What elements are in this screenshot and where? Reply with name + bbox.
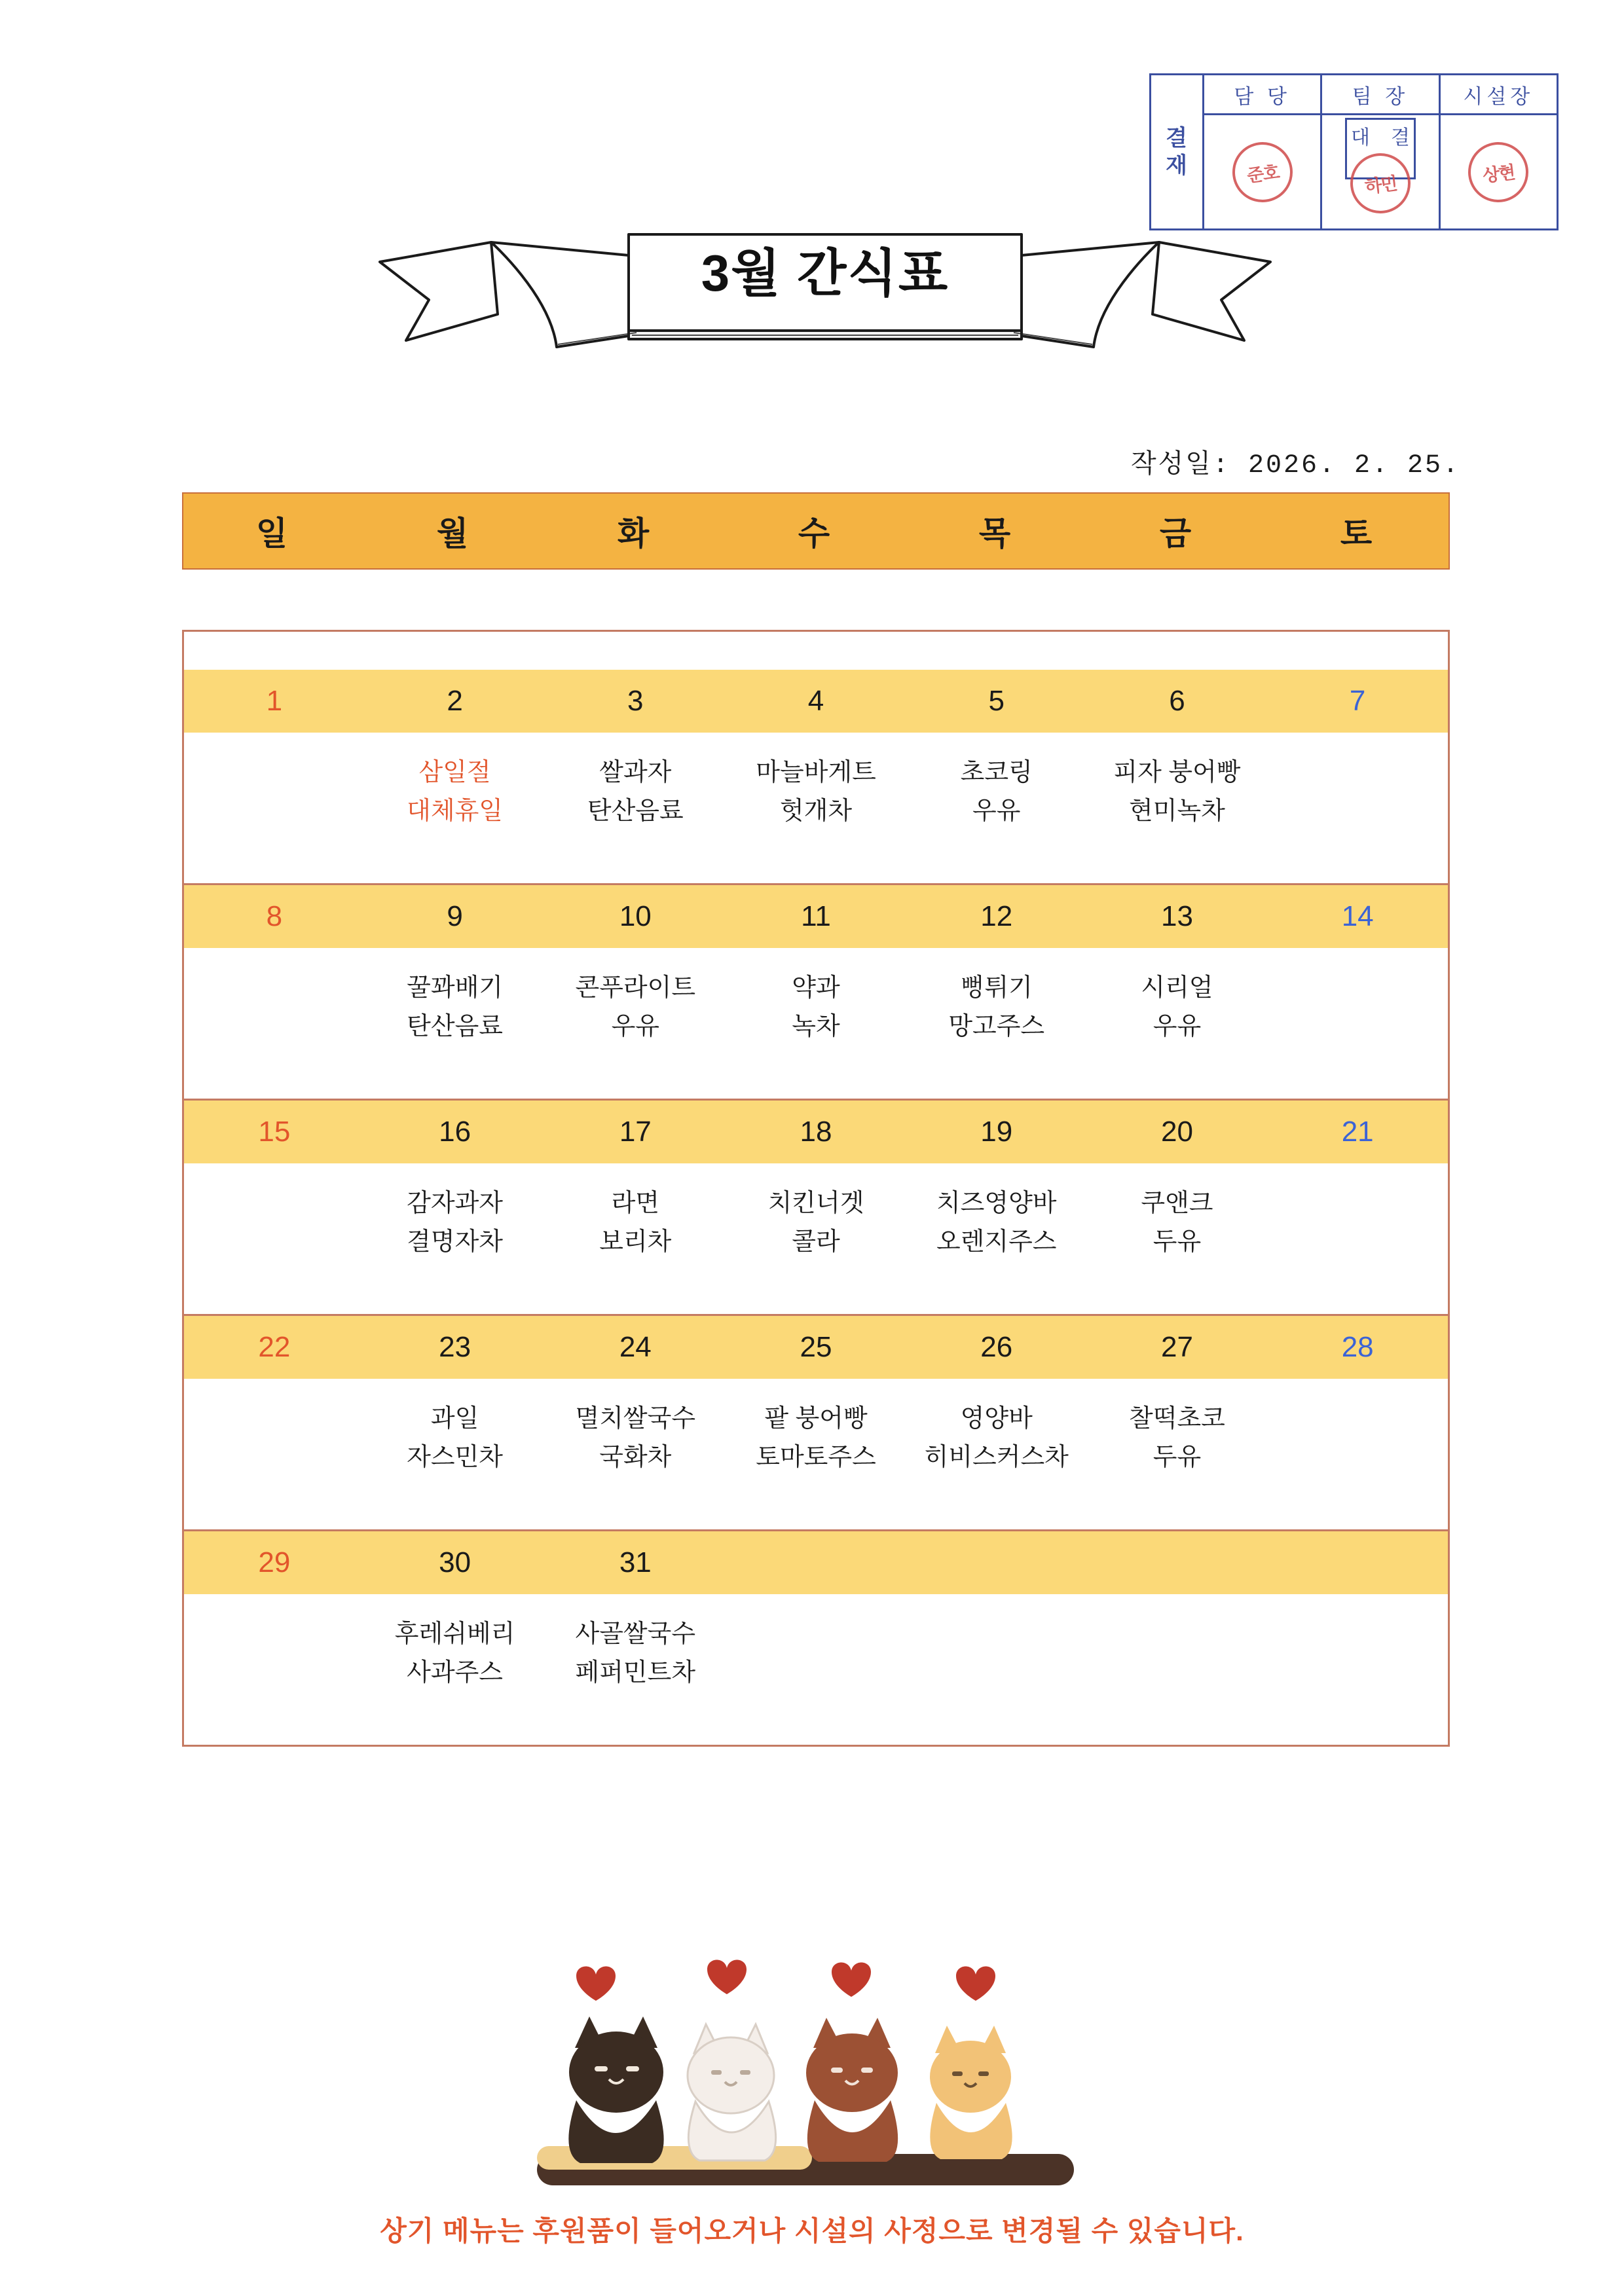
approval-column-title: 담 당 <box>1204 75 1320 115</box>
date-cell: 16 <box>439 1116 471 1148</box>
approval-column-facility-head <box>1441 75 1557 228</box>
date-cell: 5 <box>988 685 1005 717</box>
heart-icon <box>576 1959 995 2001</box>
menu-cell <box>1267 1379 1448 1529</box>
menu-cell <box>906 1163 1087 1314</box>
date-cell: 29 <box>258 1546 291 1578</box>
menu-cell <box>1087 1594 1268 1745</box>
menu-cell <box>365 1163 545 1314</box>
cat-brown <box>806 2018 898 2162</box>
menu-cell <box>726 948 906 1099</box>
menu-line: 멸치쌀국수 <box>575 1405 696 1432</box>
menu-cell <box>184 948 365 1099</box>
date-cell: 27 <box>1160 1331 1193 1363</box>
menu-cell <box>545 1163 726 1314</box>
weekday-mon: 월 <box>436 515 473 552</box>
approval-column-team-leader <box>1322 75 1440 228</box>
weekday-wed: 수 <box>798 515 834 552</box>
menu-line: 영양바 <box>960 1405 1033 1432</box>
menu-cell <box>1087 1163 1268 1314</box>
weekday-sun: 일 <box>255 515 292 552</box>
menu-line: 히비스커스차 <box>924 1443 1069 1471</box>
date-row <box>184 1531 1448 1594</box>
approval-label-char-1: 결 <box>1166 125 1188 151</box>
menu-line: 두유 <box>1153 1228 1202 1256</box>
footer-note: 상기 메뉴는 후원품이 들어오거나 시설의 사정으로 변경될 수 있습니다. <box>380 2215 1244 2246</box>
cat-black <box>568 2016 663 2163</box>
menu-line: 토마토주스 <box>756 1443 876 1471</box>
menu-line: 라면 <box>611 1190 659 1217</box>
menu-cell <box>365 733 545 883</box>
weekday-tue: 화 <box>617 515 654 552</box>
calendar-week-2 <box>184 885 1448 1101</box>
menu-line: 자스민차 <box>407 1443 503 1471</box>
menu-line: 보리차 <box>599 1228 672 1256</box>
date-cell: 12 <box>980 900 1013 932</box>
date-cell: 19 <box>980 1116 1013 1148</box>
menu-cell <box>726 1594 906 1745</box>
menu-line: 피자 붕어빵 <box>1113 759 1241 786</box>
date-cell: 10 <box>619 900 652 932</box>
calendar-top-spacer <box>184 632 1448 670</box>
cats-illustration <box>498 1938 1126 2200</box>
menu-line: 콘푸라이트 <box>575 974 696 1002</box>
menu-cell <box>365 1379 545 1529</box>
date-cell: 17 <box>619 1116 652 1148</box>
created-date: 작성일: 2026. 2. 25. <box>1131 451 1460 481</box>
menu-line: 후레쉬베리 <box>394 1620 515 1648</box>
menu-line: 감자과자 <box>407 1190 503 1217</box>
menu-row <box>184 733 1448 885</box>
menu-cell <box>1087 1379 1268 1529</box>
date-cell: 31 <box>619 1546 652 1578</box>
menu-line: 헛개차 <box>779 797 853 825</box>
date-cell: 11 <box>801 900 831 932</box>
menu-line: 과일 <box>430 1405 479 1432</box>
date-cell: 28 <box>1341 1331 1374 1363</box>
date-cell: 6 <box>1169 685 1185 717</box>
menu-cell <box>1267 948 1448 1099</box>
cat-white <box>688 2024 776 2160</box>
menu-cell <box>726 733 906 883</box>
date-cell: 14 <box>1341 900 1374 932</box>
approval-columns <box>1204 75 1557 228</box>
menu-cell <box>184 1163 365 1314</box>
date-cell: 24 <box>619 1331 652 1363</box>
date-row <box>184 1101 1448 1163</box>
calendar-week-1 <box>184 670 1448 885</box>
menu-row <box>184 1594 1448 1745</box>
menu-line: 국화차 <box>599 1443 672 1471</box>
date-row <box>184 670 1448 733</box>
menu-line: 페퍼민트차 <box>575 1658 696 1686</box>
snack-calendar-table <box>182 630 1450 1747</box>
date-cell: 3 <box>627 685 644 717</box>
approval-column-stamp-area <box>1204 115 1320 228</box>
menu-cell <box>1087 733 1268 883</box>
menu-cell <box>1267 1163 1448 1314</box>
menu-cell <box>545 733 726 883</box>
date-cell: 4 <box>807 685 824 717</box>
date-cell: 9 <box>447 900 463 932</box>
date-cell: 8 <box>266 900 283 932</box>
menu-cell <box>184 1379 365 1529</box>
menu-cell <box>1267 733 1448 883</box>
menu-cell <box>726 1163 906 1314</box>
stamp-seal-icon: 하민 <box>1347 149 1414 217</box>
date-cell <box>1267 1531 1448 1594</box>
weekday-thu: 목 <box>978 515 1015 552</box>
approval-column-title: 팀 장 <box>1322 75 1438 115</box>
approval-stamp-box <box>1149 73 1559 230</box>
menu-line: 팥 붕어빵 <box>764 1405 868 1432</box>
menu-line: 두유 <box>1153 1443 1202 1471</box>
menu-cell <box>906 948 1087 1099</box>
page-title: 3월 간식표 <box>701 244 950 302</box>
date-cell: 23 <box>439 1331 471 1363</box>
date-cell: 18 <box>800 1116 832 1148</box>
menu-line: 녹차 <box>792 1012 840 1040</box>
menu-cell <box>365 1594 545 1745</box>
calendar-week-5 <box>184 1531 1448 1745</box>
menu-cell <box>906 1379 1087 1529</box>
weekday-header-bar <box>182 492 1450 570</box>
approval-column-manager <box>1204 75 1322 228</box>
date-cell: 26 <box>980 1331 1013 1363</box>
date-cell: 15 <box>258 1116 291 1148</box>
menu-line: 약과 <box>792 974 840 1002</box>
approval-column-stamp-area <box>1322 115 1438 228</box>
menu-line: 콜라 <box>792 1228 840 1256</box>
menu-line: 우유 <box>1153 1012 1202 1040</box>
menu-line: 대체휴일 <box>407 797 503 825</box>
menu-line: 찰떡초코 <box>1129 1405 1225 1432</box>
approval-substitute-right: 결 <box>1391 127 1410 149</box>
weekday-sat: 토 <box>1340 515 1376 552</box>
menu-line: 우유 <box>972 797 1021 825</box>
approval-label <box>1151 75 1204 228</box>
menu-line: 치킨너겟 <box>767 1190 864 1217</box>
menu-line: 사골쌀국수 <box>575 1620 696 1648</box>
menu-line: 현미녹차 <box>1129 797 1225 825</box>
menu-cell <box>1267 1594 1448 1745</box>
date-cell: 25 <box>800 1331 832 1363</box>
weekday-fri: 금 <box>1159 515 1196 552</box>
menu-line: 탄산음료 <box>407 1012 503 1040</box>
date-cell: 21 <box>1341 1116 1374 1148</box>
date-cell: 7 <box>1349 685 1366 717</box>
calendar-week-4 <box>184 1316 1448 1531</box>
menu-cell <box>545 1379 726 1529</box>
menu-line: 초코링 <box>960 759 1033 786</box>
approval-column-title: 시설장 <box>1441 75 1557 115</box>
menu-line: 뻥튀기 <box>960 974 1033 1002</box>
menu-line: 치즈영양바 <box>936 1190 1057 1217</box>
stamp-seal-icon: 상현 <box>1465 138 1532 206</box>
menu-row <box>184 948 1448 1101</box>
menu-line: 탄산음료 <box>587 797 684 825</box>
date-cell <box>906 1531 1087 1594</box>
menu-line: 오렌지주스 <box>936 1228 1057 1256</box>
menu-cell <box>906 733 1087 883</box>
menu-row <box>184 1163 1448 1316</box>
menu-cell <box>184 733 365 883</box>
date-cell <box>1087 1531 1268 1594</box>
approval-label-char-2: 재 <box>1166 153 1188 178</box>
date-cell: 1 <box>266 685 283 717</box>
menu-line: 꿀꽈배기 <box>407 974 503 1002</box>
menu-line: 마늘바게트 <box>756 759 876 786</box>
date-cell: 13 <box>1160 900 1193 932</box>
date-cell: 20 <box>1160 1116 1193 1148</box>
menu-line: 결명자차 <box>407 1228 503 1256</box>
menu-line: 망고주스 <box>948 1012 1045 1040</box>
menu-line: 쿠앤크 <box>1141 1190 1213 1217</box>
calendar-week-3 <box>184 1101 1448 1316</box>
date-row <box>184 1316 1448 1379</box>
menu-row <box>184 1379 1448 1531</box>
cat-orange <box>930 2026 1012 2159</box>
stamp-seal-icon: 준호 <box>1228 138 1296 206</box>
approval-substitute-left: 대 <box>1350 127 1370 149</box>
menu-cell <box>184 1594 365 1745</box>
date-row <box>184 885 1448 948</box>
date-cell: 22 <box>258 1331 291 1363</box>
menu-cell <box>545 1594 726 1745</box>
menu-line: 시리얼 <box>1141 974 1213 1002</box>
menu-line: 쌀과자 <box>599 759 672 786</box>
date-cell: 2 <box>447 685 463 717</box>
menu-cell <box>726 1379 906 1529</box>
menu-cell <box>365 948 545 1099</box>
date-cell <box>726 1531 906 1594</box>
menu-line: 삼일절 <box>418 759 491 786</box>
menu-cell <box>906 1594 1087 1745</box>
menu-cell <box>545 948 726 1099</box>
menu-cell <box>1087 948 1268 1099</box>
approval-column-stamp-area <box>1441 115 1557 228</box>
menu-line: 사과주스 <box>407 1658 503 1686</box>
date-cell: 30 <box>439 1546 471 1578</box>
menu-line: 우유 <box>611 1012 659 1040</box>
